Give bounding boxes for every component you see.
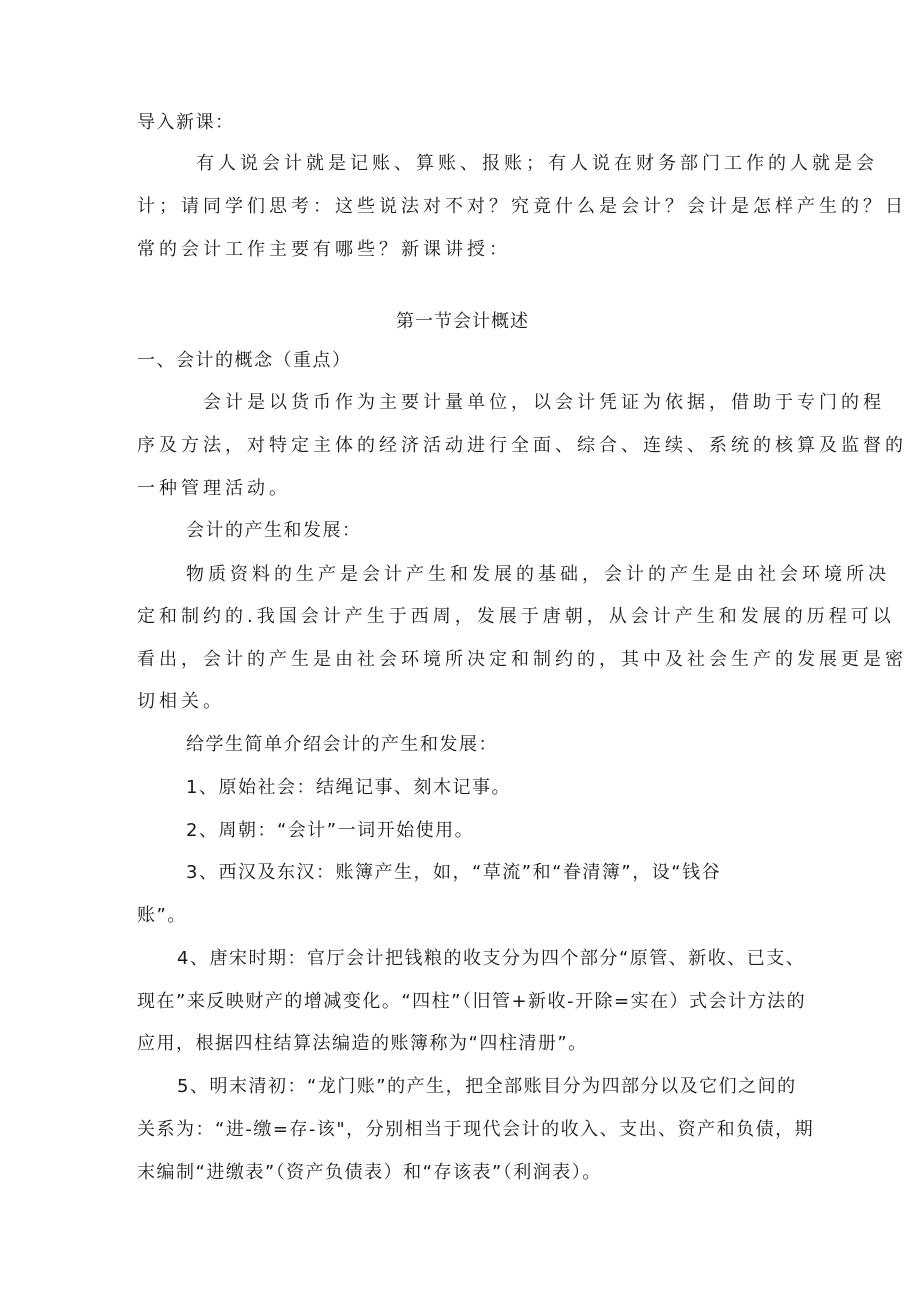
definition-line: 会计是以货币作为主要计量单位，以会计凭证为依据，借助于专门的程 bbox=[203, 392, 885, 413]
origin-paragraph-line: 看出，会计的产生是由社会环境所决定和制约的，其中及社会生产的发展更是密 bbox=[137, 649, 907, 670]
definition-line: 序及方法，对特定主体的经济活动进行全面、综合、连续、系统的核算及监督的 bbox=[137, 435, 907, 456]
history-item-3-cont: 账”。 bbox=[137, 905, 187, 926]
history-item-5-cont: 末编制“进缴表”（资产负债表）和“存该表”（利润表）。 bbox=[137, 1162, 602, 1183]
history-item-4-cont: 现在”来反映财产的增减变化。“四柱”（旧管+新收-开除=实在）式会计方法的 bbox=[137, 991, 807, 1012]
section-title: 第一节会计概述 bbox=[396, 311, 529, 332]
intro-paragraph-line: 常的会计工作主要有哪些？新课讲授： bbox=[137, 239, 511, 260]
history-item-5: 5、明末清初：“龙门账”的产生，把全部账目分为四部分以及它们之间的 bbox=[177, 1076, 797, 1097]
definition-line: 一种管理活动。 bbox=[137, 478, 291, 499]
heading-concept: 一、会计的概念（重点） bbox=[137, 350, 352, 371]
history-item-1: 1、原始社会：结绳记事、刻木记事。 bbox=[186, 777, 511, 798]
origin-paragraph-line: 物质资料的生产是会计产生和发展的基础，会计的产生是由社会环境所决 bbox=[186, 564, 890, 585]
intro-heading: 导入新课： bbox=[137, 112, 235, 133]
history-item-5-cont: 关系为：“进-缴=存-该"，分别相当于现代会计的收入、支出、资产和负债，期 bbox=[137, 1119, 815, 1140]
intro-paragraph-line: 有人说会计就是记账、算账、报账；有人说在财务部门工作的人就是会 bbox=[196, 153, 878, 174]
history-item-3: 3、西汉及东汉：账簿产生，如，“草流”和“眷清簿”，设“钱谷 bbox=[186, 862, 722, 883]
history-intro: 给学生简单介绍会计的产生和发展： bbox=[186, 734, 498, 755]
history-item-4: 4、唐宋时期：官厅会计把钱粮的收支分为四个部分“原管、新收、已支、 bbox=[177, 948, 806, 969]
origin-paragraph-line: 切相关。 bbox=[137, 691, 225, 712]
history-item-2: 2、周朝：“会计”一词开始使用。 bbox=[186, 820, 475, 841]
history-item-4-cont: 应用，根据四柱结算法编造的账簿称为“四柱清册”。 bbox=[137, 1033, 588, 1054]
origin-paragraph-line: 定和制约的.我国会计产生于西周，发展于唐朝，从会计产生和发展的历程可以 bbox=[137, 606, 895, 627]
intro-paragraph-line: 计；请同学们思考：这些说法对不对？究竟什么是会计？会计是怎样产生的？日 bbox=[137, 196, 907, 217]
origin-heading: 会计的产生和发展： bbox=[186, 520, 362, 541]
